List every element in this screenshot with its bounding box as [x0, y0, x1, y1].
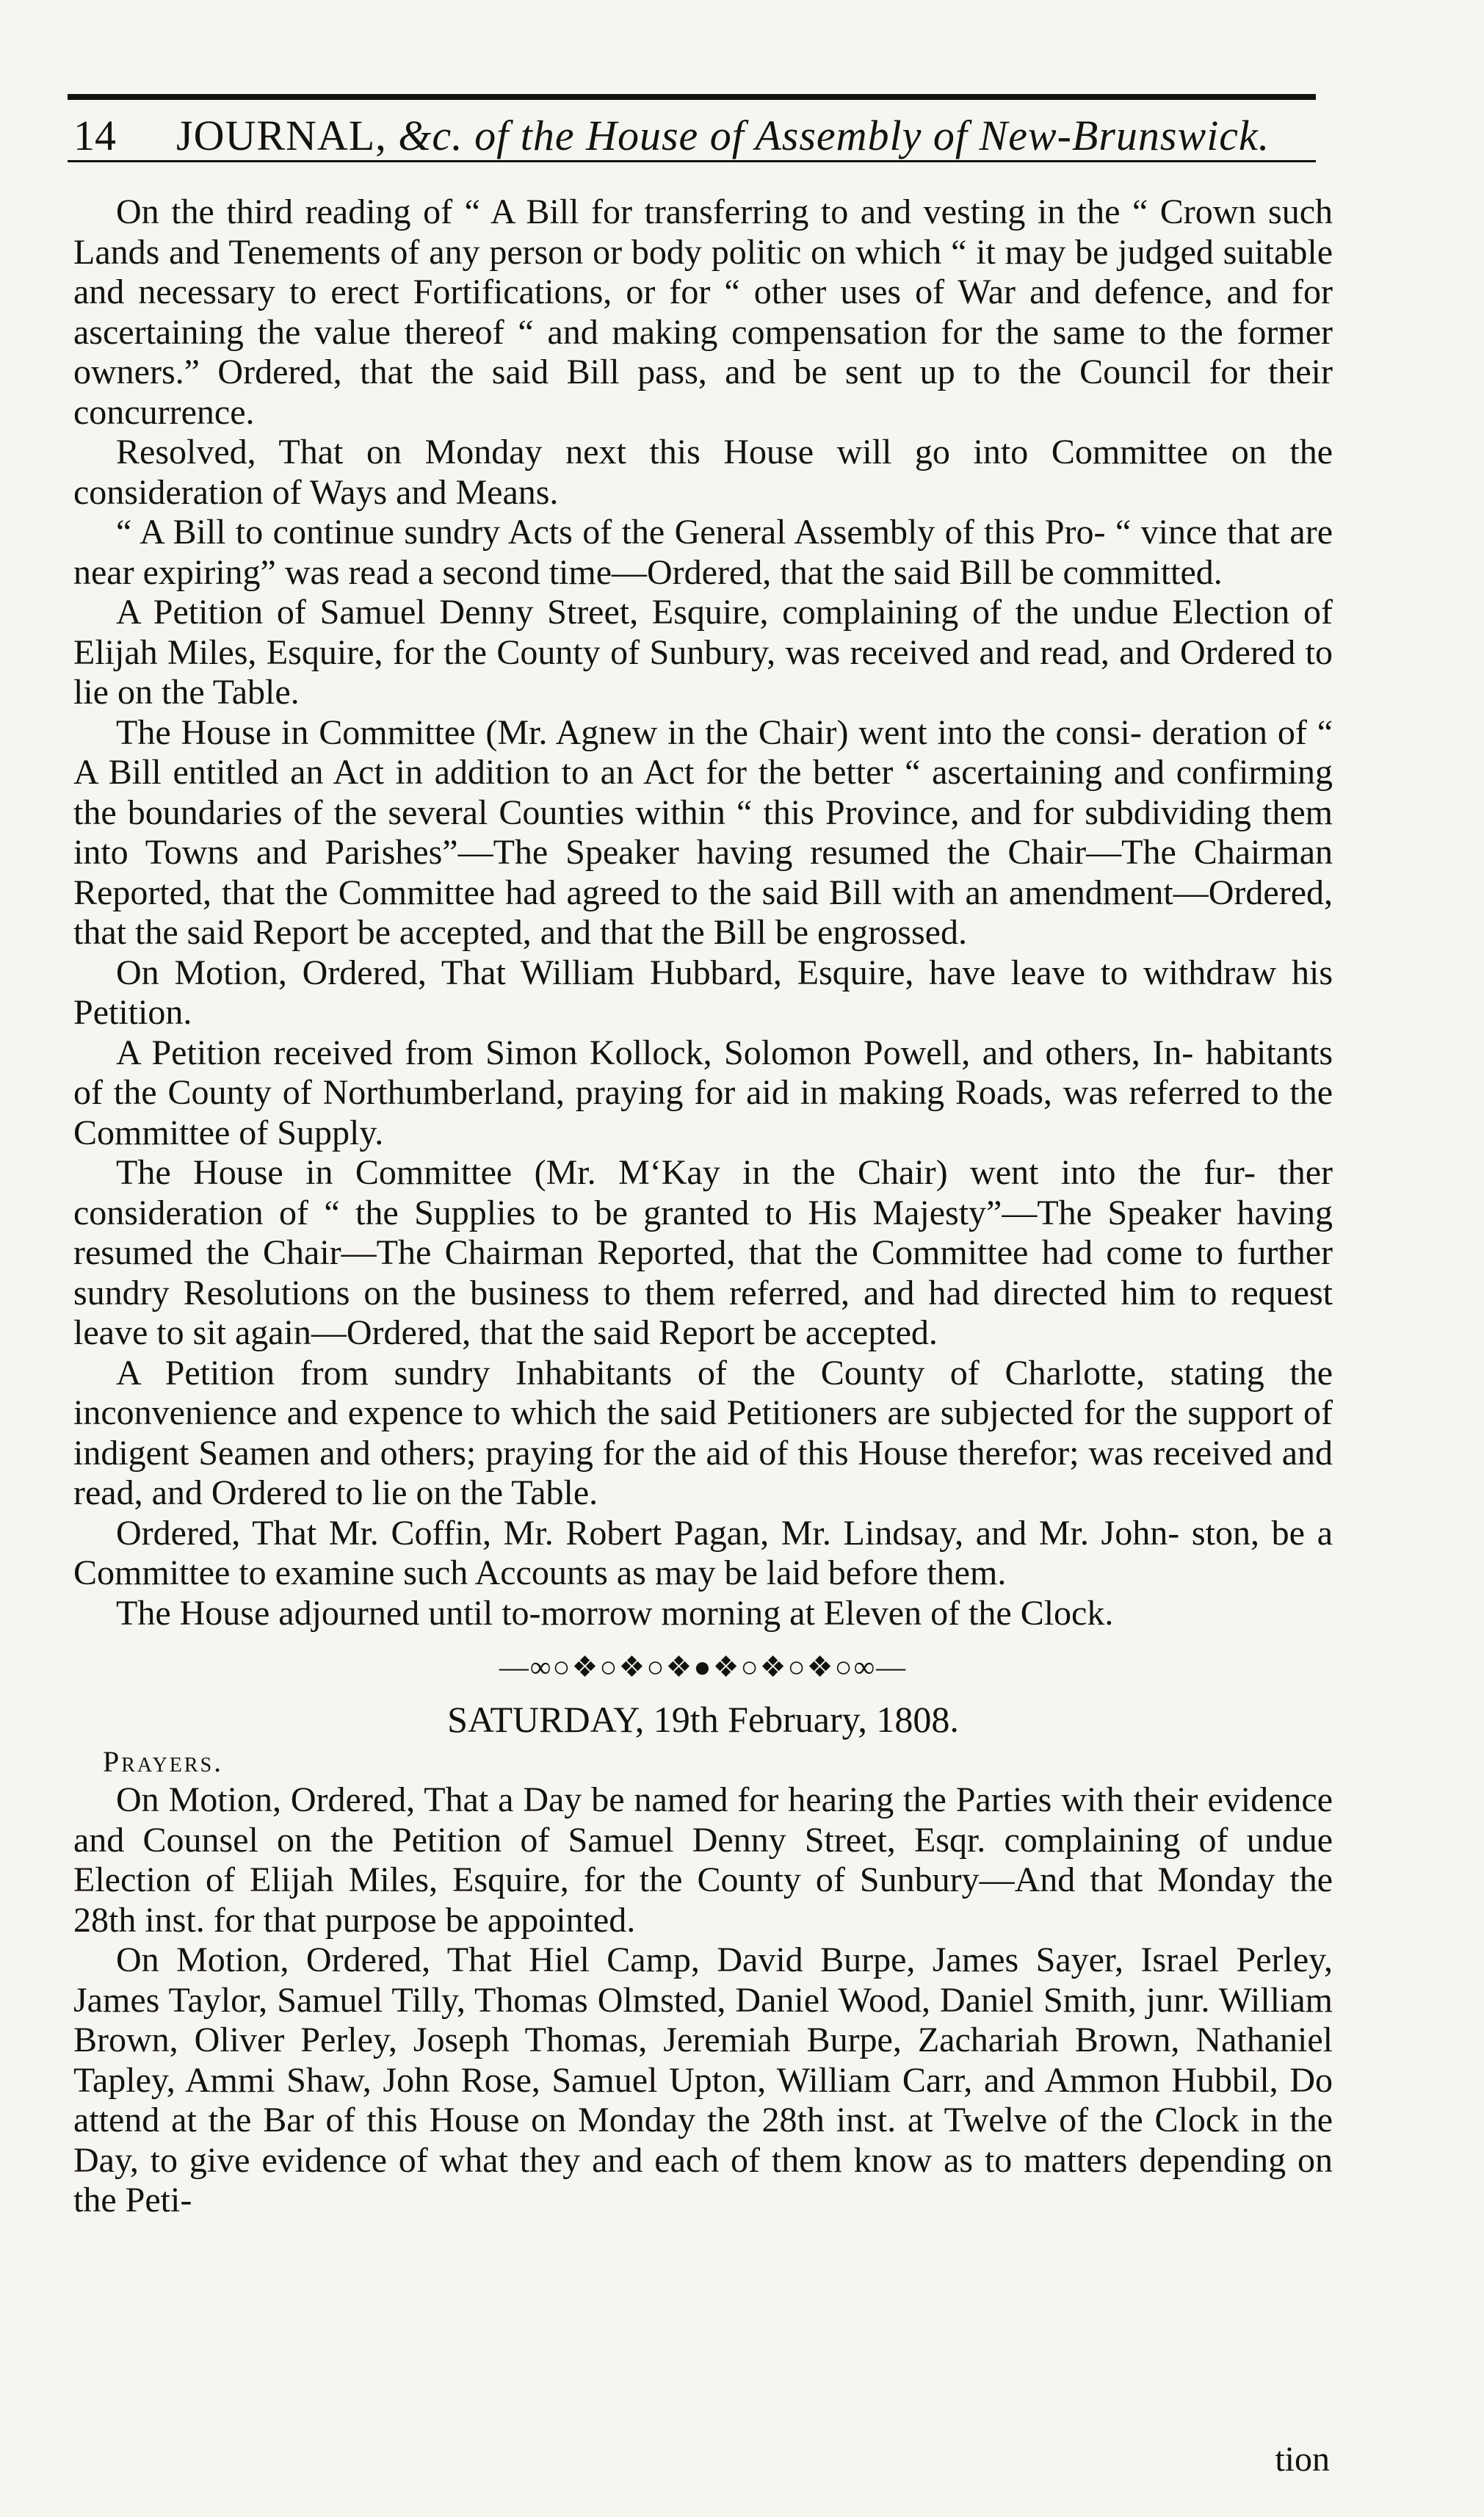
paragraph-witnesses-order: On Motion, Ordered, That Hiel Camp, David Burpe, James Sayer, Israel Perley, James Taylor, Samuel Tilly, Thomas Olmsted, Daniel Wood, Daniel Smith, junr. William Brown, Oliver Perley, Joseph Thomas, Jeremiah Burpe, Zachariah Brown, Nathaniel Tapley, Ammi Shaw, John Rose, Samuel Upton, William Carr, and Ammon Hubbil, Do attend at the Bar of this House on Monday the 28th inst. at Twelve of the Clock in the Day, to give evidence of what they and each of them know as to matters depending on the Peti-	[73, 1940, 1333, 2220]
paragraph-charlotte-petition: A Petition from sundry Inhabitants of the County of Charlotte, stating the inconvenience and expence to which the said Petitioners are subjected for the support of indigent Seamen and others; praying for the aid of this House therefor; was received and read, and Ordered to lie on the Table.	[73, 1353, 1333, 1512]
paragraph-accounts-committee: Ordered, That Mr. Coffin, Mr. Robert Pagan, Mr. Lindsay, and Mr. John- ston, be a Committee to examine such Accounts as may be laid before them.	[73, 1513, 1333, 1592]
paragraph-ways-and-means: Resolved, That on Monday next this House will go into Committee on the consideration of Ways and Means.	[73, 433, 1333, 512]
paragraph-continue-acts-bill: “ A Bill to continue sundry Acts of the General Assembly of this Pro- “ vince that are near expiring” was read a second time—Ordered, that the said Bill be committed.	[73, 513, 1333, 592]
prayers-label: Prayers.	[103, 1745, 224, 1778]
catchword: tion	[1275, 2440, 1330, 2479]
paragraph-street-petition: A Petition of Samuel Denny Street, Esquire, complaining of the undue Election of Elijah Miles, Esquire, for the County of Sunbury, was received and read, and Ordered to lie on the Table.	[73, 593, 1333, 712]
paragraph-supplies-committee: The House in Committee (Mr. M‘Kay in the Chair) went into the fur- ther consideration of “ the Supplies to be granted to His Majesty”—The Speaker having resumed the Chair—The Chairman Reported, that the Committee had come to further sundry Resolutions on the business to them referred, and had directed him to request leave to sit again—Ordered, that the said Report be accepted.	[73, 1153, 1333, 1352]
running-title	[176, 112, 1270, 159]
paragraph-hubbard-petition: On Motion, Ordered, That William Hubbard, Esquire, have leave to withdraw his Petition.	[73, 953, 1333, 1032]
paragraph-roads-petition: A Petition received from Simon Kollock, Solomon Powell, and others, In- habitants of the County of Northumberland, praying for aid in making Roads, was referred to the Committee of Supply.	[73, 1033, 1333, 1152]
paragraph-adjournment: The House adjourned until to-morrow morning at Eleven of the Clock.	[116, 1593, 1114, 1633]
header-rule-thin	[68, 160, 1316, 162]
running-title-italic: &c. of the House of Assembly of New-Brunswick.	[398, 112, 1270, 159]
header-rule-thick	[68, 94, 1316, 100]
running-title-main: JOURNAL,	[176, 112, 399, 159]
paragraph-hearing-day: On Motion, Ordered, That a Day be named for hearing the Parties with their evidence and Counsel on the Petition of Samuel Denny Street, Esqr. complaining of undue Election of Elijah Miles, Esquire, for the County of Sunbury—And that Monday the 28th inst. for that purpose be appointed.	[73, 1780, 1333, 1940]
journal-body	[73, 192, 1333, 2221]
page-number: 14	[73, 112, 116, 159]
running-head	[73, 110, 1322, 162]
paragraph-fortifications-bill: On the third reading of “ A Bill for transferring to and vesting in the “ Crown such Lands and Tenements of any person or body politic on which “ it may be judged suitable and necessary to erect Fortifications, or for “ other uses of War and defence, and for ascertaining the value thereof “ and making compensation for the same to the former owners.” Ordered, that the said Bill pass, and be sent up to the Council for their concurrence.	[73, 192, 1333, 432]
paragraph-counties-bill: The House in Committee (Mr. Agnew in the Chair) went into the consi- deration of “ A Bill entitled an Act in addition to an Act for the better “ ascertaining and confirming the boundaries of the several Counties within “ this Province, and for subdividing them into Towns and Parishes”—The Speaker having resumed the Chair—The Chairman Reported, that the Committee had agreed to the said Bill with an amendment—Ordered, that the said Report be accepted, and that the Bill be engrossed.	[73, 712, 1333, 952]
ornamental-divider: —∞○❖○❖○❖●❖○❖○❖○∞—	[499, 1650, 908, 1683]
date-heading: SATURDAY, 19th February, 1808.	[447, 1699, 959, 1740]
